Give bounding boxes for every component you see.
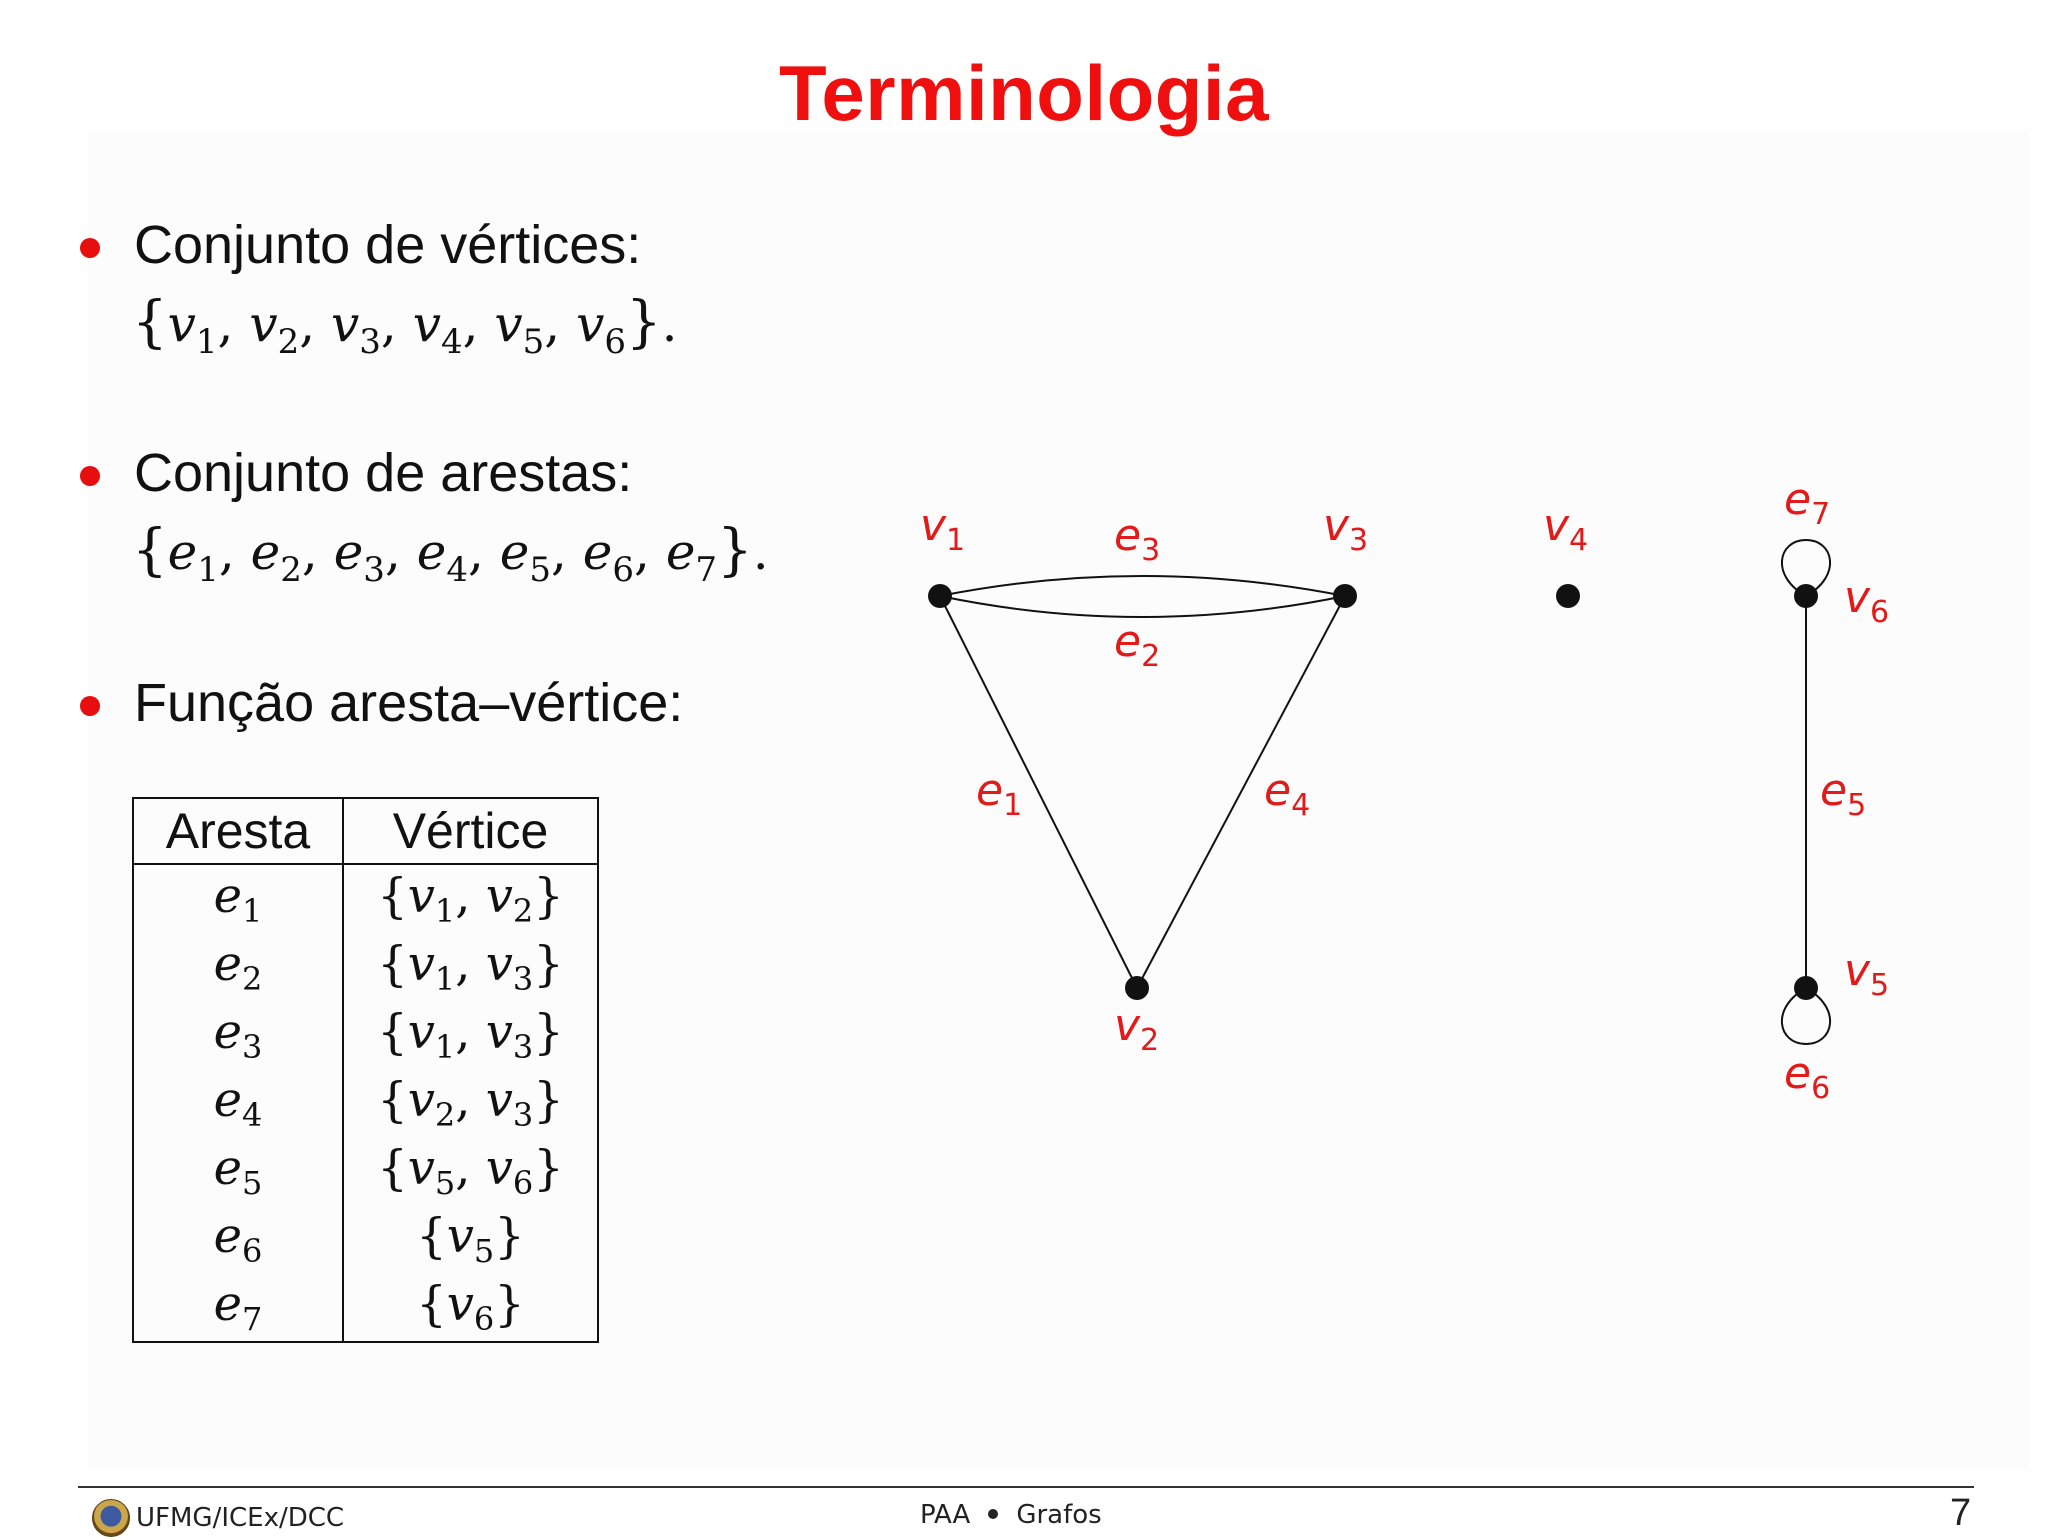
graph-label-v5: $v_5$ [1844, 945, 1890, 1003]
graph-edge-e3 [940, 576, 1345, 596]
table-cell-vertices: {$v_1$, $v_3$} [377, 936, 564, 998]
graph-label-v1: $v_1$ [920, 500, 966, 558]
table-cell-edge: $e_7$ [133, 1273, 343, 1342]
graph-label-e5: $e_5$ [1820, 765, 1867, 823]
graph-vertex-v6 [1794, 584, 1818, 608]
table-cell-edge: $e_5$ [133, 1137, 343, 1205]
graph-vertex-v4 [1556, 584, 1580, 608]
footer-course-name: PAA [920, 1500, 971, 1530]
table-cell-vertices: $\{v_6\}$ [416, 1276, 525, 1338]
graph-vertex-v2 [1125, 976, 1149, 1000]
graph-label-v2: $v_2$ [1114, 1000, 1160, 1058]
graph-edge-e4 [1137, 596, 1345, 988]
table-cell-edge: $e_6$ [133, 1205, 343, 1273]
table-cell-vertices: {$v_5$, $v_6$} [377, 1140, 564, 1202]
table-cell-vertices: $\{v_5\}$ [416, 1208, 525, 1270]
ufmg-logo-icon [92, 1499, 130, 1537]
edge-set-formula: {$e_1$, $e_2$, $e_3$, $e_4$, $e_5$, $e_6$, $e_7$}. [132, 518, 769, 590]
graph-label-v4: $v_4$ [1543, 500, 1589, 558]
graph-label-e6: $e_6$ [1784, 1048, 1831, 1106]
table-cell-vertices: {$v_1$, $v_3$} [377, 1004, 564, 1066]
table-cell-edge: $e_4$ [133, 1069, 343, 1137]
footer-course [920, 1500, 1102, 1530]
graph-label-e7: $e_7$ [1784, 474, 1831, 532]
graph-label-e4: $e_4$ [1264, 765, 1311, 823]
graph-label-v6: $v_6$ [1844, 572, 1890, 630]
graph-vertex-v5 [1794, 976, 1818, 1000]
footer-rule [78, 1486, 1974, 1488]
table-cell-vertices: {$v_2$, $v_3$} [377, 1072, 564, 1134]
graph-label-e1: $e_1$ [976, 765, 1023, 823]
footer-institution-text: UFMG/ICEx/DCC [136, 1503, 345, 1533]
footer-separator-icon [988, 1509, 998, 1519]
page-number: 7 [1950, 1492, 1972, 1534]
vertex-set-formula: {$v_1$, $v_2$, $v_3$, $v_4$, $v_5$, $v_6$}. [132, 290, 678, 362]
table-cell-edge: $e_1$ [133, 864, 343, 933]
slide-title: Terminologia [779, 49, 1269, 137]
graph-label-e3: $e_3$ [1114, 510, 1161, 568]
table-header-edge: Aresta [133, 798, 343, 864]
footer-institution [92, 1496, 344, 1540]
bullet-label: Função aresta–vértice: [134, 673, 684, 733]
graph-vertex-v3 [1333, 584, 1357, 608]
table-header-vertex: Vértice [343, 798, 598, 864]
graph-label-v3: $v_3$ [1323, 500, 1369, 558]
graph-label-e2: $e_2$ [1114, 616, 1161, 674]
graph-edge-e2 [940, 596, 1345, 617]
table-cell-edge: $e_3$ [133, 1001, 343, 1069]
footer-topic: Grafos [1016, 1500, 1102, 1530]
bullet-label: Conjunto de vértices: [134, 215, 642, 275]
graph-edge-e1 [940, 596, 1137, 988]
table-cell-edge: $e_2$ [133, 933, 343, 1001]
graph-vertex-v1 [928, 584, 952, 608]
bullet-label: Conjunto de arestas: [134, 443, 633, 503]
table-cell-vertices: {$v_1$, $v_2$} [377, 868, 564, 930]
